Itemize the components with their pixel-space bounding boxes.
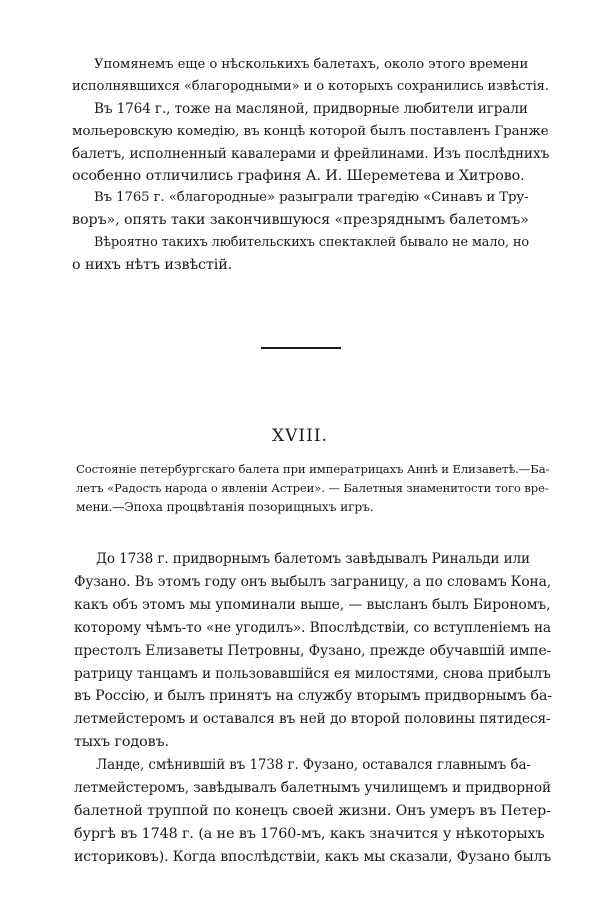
paragraph	[72, 54, 552, 98]
summary-line: Состояніе петербургскаго балета при императрицахъ Аннѣ и Елизаветѣ.—Ба-	[76, 462, 550, 476]
text-line: престолъ Елизаветы Петровны, Фузано, прежде обучавшій импе-	[74, 642, 552, 659]
summary-line: мени.—Эпоха процвѣтанія позорищныхъ игръ.	[76, 500, 374, 514]
text-line: Упомянемъ еще о нѣсколькихъ балетахъ, около этого времени	[94, 57, 529, 72]
paragraph	[72, 187, 552, 231]
text-line: которому чѣмъ-то «не угодилъ». Впослѣдствіи, со вступленіемъ на	[74, 619, 551, 636]
main-text-block	[74, 548, 554, 869]
text-line: о нихъ нѣтъ извѣстій.	[72, 256, 233, 273]
text-line: Фузано. Въ этомъ году онъ выбылъ заграницу, а по словамъ Кона,	[74, 573, 552, 590]
text-line: летмейстеромъ и оставался въ ней до второй половины пятидеся-	[74, 711, 551, 728]
summary-line: летъ «Радость народа о явленіи Астреи». — Балетныя знаменитости того вре-	[76, 481, 549, 495]
paragraph	[72, 232, 552, 276]
text-line: Ланде, смѣнившій въ 1738 г. Фузано, оставался главнымъ ба-	[96, 757, 531, 774]
text-line: исполнявшихся «благородными» и о которыхъ сохранились извѣстія.	[72, 79, 549, 95]
paragraph	[74, 754, 554, 869]
text-line: мольеровскую комедію, въ концѣ которой былъ поставленъ Гранже	[72, 123, 549, 139]
text-line: бургѣ въ 1748 г. (а не въ 1760-мъ, какъ значится у нѣкоторыхъ	[74, 825, 545, 842]
text-line: въ Россію, и былъ принятъ на службу вторымъ придворнымъ ба-	[74, 688, 552, 705]
top-text-block	[72, 54, 552, 276]
text-line: балетъ, исполненный кавалерами и фрейлинами. Изъ послѣднихъ	[72, 145, 550, 162]
text-line: какъ объ этомъ мы упоминали выше, — высланъ былъ Бирономъ,	[74, 596, 551, 613]
paragraph	[74, 548, 554, 754]
text-line: Въ 1765 г. «благородные» разыграли трагедію «Синавъ и Тру-	[94, 190, 529, 206]
text-line: ратрицу танцамъ и пользовавшійся ея милостями, снова прибылъ	[74, 665, 551, 682]
text-line: особенно отличились графиня А. И. Шереметева и Хитрово.	[72, 168, 525, 185]
paragraph	[72, 98, 552, 187]
chapter-number: XVIII.	[272, 426, 328, 446]
chapter-summary	[76, 460, 552, 517]
text-line: До 1738 г. придворнымъ балетомъ завѣдывалъ Ринальди или	[96, 551, 530, 567]
text-line: Въ 1764 г., тоже на масляной, придворные любители играли	[94, 101, 528, 118]
text-line: тыхъ годовъ.	[74, 734, 169, 751]
text-line: историковъ). Когда впослѣдствіи, какъ мы сказали, Фузано былъ	[74, 848, 552, 865]
text-line: балетной труппой по конецъ своей жизни. Онъ умеръ въ Петер-	[74, 802, 551, 819]
text-line: воръ», опять таки закончившуюся «презряднымъ балетомъ»	[72, 212, 529, 229]
section-divider	[261, 347, 341, 349]
text-line: летмейстеромъ, завѣдывалъ балетнымъ училищемъ и придворной	[74, 780, 552, 797]
text-line: Вѣроятно такихъ любительскихъ спектаклей бывало не мало, но	[94, 234, 529, 250]
